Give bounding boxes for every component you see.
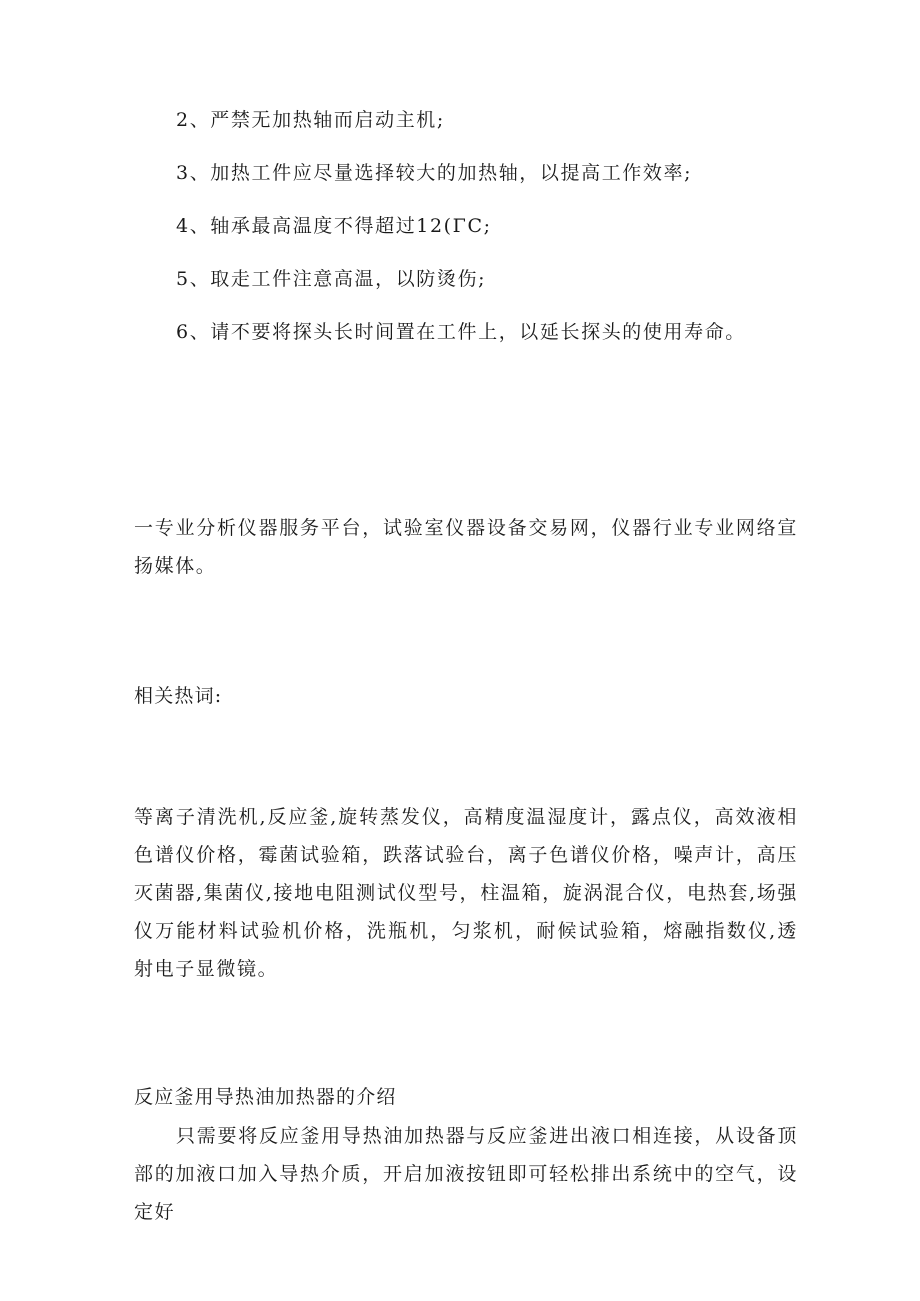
list-item-5: 5、取走工件注意高温，以防烫伤; xyxy=(176,268,487,290)
hot-words-paragraph: 等离子清洗机,反应釜,旋转蒸发仪，高精度温湿度计，露点仪，高效液相色谱仪价格，霉菌试验箱，跌落试验台，离子色谱仪价格，噪声计，高压灭菌器,集菌仪,接地电阻测试仪型号，柱温箱，旋涡混合仪，电热套,场强仪万能材料试验机价格，洗瓶机，匀浆机，耐候试验箱，熔融指数仪,透射电子显微镜。 xyxy=(134,806,798,980)
section-title: 反应釜用导热油加热器的介绍 xyxy=(134,1086,397,1108)
list-item-2: 2、严禁无加热轴而启动主机; xyxy=(176,109,445,131)
list-item-6: 6、请不要将探头长时间置在工件上，以延长探头的使用寿命。 xyxy=(176,321,746,343)
section-body-paragraph: 只需要将反应釜用导热油加热器与反应釜进出液口相连接，从设备顶部的加液口加入导热介质，开启加液按钮即可轻松排出系统中的空气，设定好 xyxy=(134,1125,798,1223)
list-item-4: 4、轴承最高温度不得超过12(ΓC; xyxy=(176,215,492,237)
list-item-3: 3、加热工件应尽量选择较大的加热轴，以提高工作效率; xyxy=(176,162,693,184)
hot-words-label: 相关热词: xyxy=(134,685,223,707)
platform-paragraph: 一专业分析仪器服务平台，试验室仪器设备交易网，仪器行业专业网络宣扬媒体。 xyxy=(134,517,798,577)
